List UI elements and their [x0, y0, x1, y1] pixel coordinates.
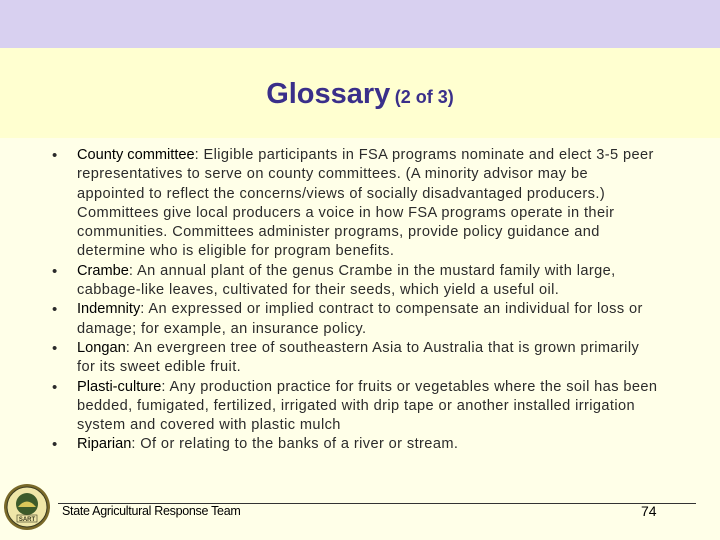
title-main: Glossary [266, 78, 391, 110]
top-band [0, 0, 720, 48]
glossary-term: County committee [77, 147, 195, 163]
glossary-item [50, 435, 660, 454]
glossary-item [50, 262, 660, 301]
footer-org: State Agricultural Response Team [62, 504, 241, 518]
page-number: 74 [641, 503, 657, 519]
glossary-definition: : Of or relating to the banks of a river or stream. [131, 436, 459, 453]
glossary-item [50, 339, 660, 378]
bullet-icon: • [52, 301, 58, 319]
page-title [0, 78, 720, 111]
glossary-term: Longan [77, 339, 126, 356]
bullet-icon: • [52, 436, 58, 454]
glossary-definition: : Eligible participants in FSA programs nominate and elect 3-5 peer representatives to serve on county committees. (A minority advisor may be appointed to reflect the concerns/views of socially disadvantaged producers.) Committees give local producers a voice in how FSA programs operate in their communities. Committees administer programs, provide policy guidance and determine who is eligible for program benefits. [77, 147, 654, 260]
glossary-definition: : An evergreen tree of southeastern Asia to Australia that is grown primarily for its sweet edible fruit. [77, 339, 640, 376]
bullet-icon: • [52, 262, 58, 280]
glossary-term: Indemnity [77, 301, 141, 318]
glossary-definition: : An annual plant of the genus Crambe in the mustard family with large, cabbage-like leaves, cultivated for their seeds, which yield a useful oil. [77, 262, 616, 299]
glossary-definition: : Any production practice for fruits or vegetables where the soil has been bedded, fumigated, fertilized, irrigated with drip tape or another installed irrigation system and covered with plastic mulch [77, 378, 658, 434]
glossary-item [50, 146, 660, 262]
sart-seal-icon [2, 482, 52, 532]
glossary-term: Riparian [77, 436, 132, 453]
logo-label: SART [18, 517, 36, 523]
glossary-item [50, 378, 660, 436]
glossary-definition: : An expressed or implied contract to compensate an individual for loss or damage; for example, an insurance policy. [77, 301, 643, 337]
bullet-icon: • [52, 378, 58, 396]
bullet-icon: • [52, 339, 58, 357]
glossary-list [50, 146, 660, 455]
glossary-term: Plasti-culture [77, 378, 162, 395]
title-sub: (2 of 3) [394, 87, 454, 107]
bullet-icon: • [52, 147, 58, 164]
glossary-item [50, 300, 660, 339]
glossary-term: Crambe [77, 262, 129, 279]
